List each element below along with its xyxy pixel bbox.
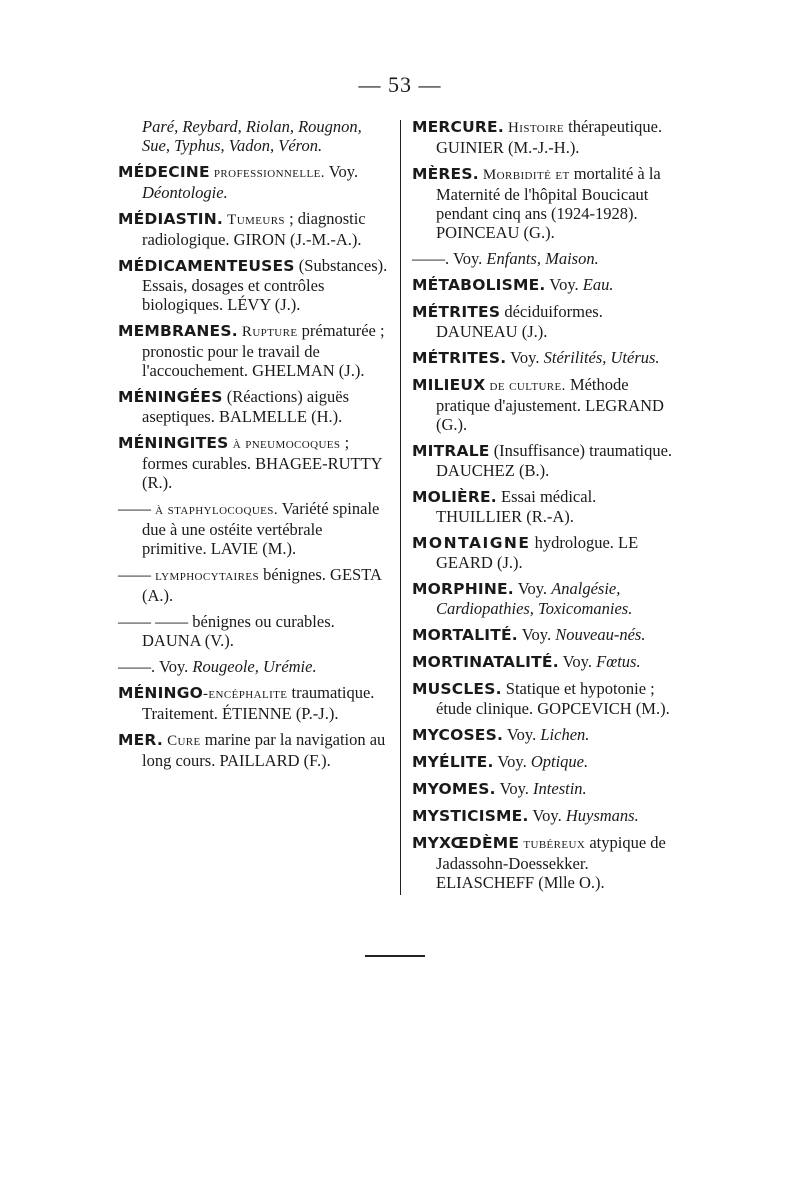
entry-body: Voy. [324,162,359,181]
entry-headword: MÉTRITES [412,303,501,321]
entry-body: atypique de Jadassohn-Doessekker. ELIASCHEFF (Mlle O.). [436,833,666,892]
entry-body: Voy. [545,275,583,294]
entry-body: traumatique. Traitement. ÉTIENNE (P.-J.). [142,683,375,723]
index-entry [412,833,684,892]
entry-body: Voy. [493,752,531,771]
entry-continuation: Paré, Reybard, Riolan, Rougnon, Sue, Typhus, Vadon, Véron. [142,117,362,155]
entry-subheading: Histoire [508,120,565,136]
entry-reference: Intestin. [533,779,587,798]
entry-headword: MÉDECINE [118,163,210,181]
entry-body: déciduiformes. DAUNEAU (J.). [436,302,603,341]
left-column [118,117,390,777]
index-entry [412,375,684,434]
entry-body: ; diagnostic radiologique. GIRON (J.-M.-A.). [142,209,366,249]
entry-body: Voy. [503,725,541,744]
index-entry [412,779,684,799]
index-entry [118,209,390,249]
index-entry [118,730,390,770]
entry-body: Voy. [517,625,556,644]
entry-subheading: -encéphalite [203,686,288,702]
entry-subheading: Rupture [241,324,298,340]
entry-subheading: de culture. [485,378,566,394]
entry-subheading: lymphocytaires [151,568,259,584]
index-entry [118,683,390,723]
index-entry [118,612,390,650]
entry-subheading: à staphylocoques. [151,502,278,518]
entry-reference: Nouveau-nés. [555,625,646,644]
entry-body: Voy. [495,779,534,798]
entry-body: mortalité à la Maternité de l'hôpital Boucicaut pendant cinq ans (1924-1928). POINCEAU (G.). [436,164,661,242]
entry-body: Voy. [449,249,487,268]
index-entry [412,302,684,341]
index-entry [412,679,684,718]
entry-headword: MYSTICISME. [412,807,529,825]
entry-body: Méthode pratique d'ajustement. LEGRAND (G.). [436,375,664,434]
entry-headword: MORTINATALITÉ. [412,653,559,671]
index-entry [118,321,390,380]
index-entry [412,164,684,242]
entry-body: bénignes. GESTA (A.). [142,565,381,605]
entry-reference: Fœtus. [596,652,641,671]
entry-headword: MER. [118,731,163,749]
entry-headword: MÉNINGITES [118,434,229,452]
entry-reference: Déontologie. [142,183,228,202]
entry-headword: MEMBRANES. [118,322,238,340]
index-entry [412,652,684,672]
entry-subheading: professionnelle. [213,165,325,181]
entry-headword: MITRALE [412,442,490,460]
entry-body: Voy. [558,652,597,671]
entry-headword: MÉNINGO [118,684,204,702]
index-entry [412,806,684,826]
page-number: — 53 — [358,72,442,97]
entry-body: (Substances). Essais, dosages et contrôles biologiques. LÉVY (J.). [142,256,388,314]
entry-body: Voy. [506,348,544,367]
entry-reference: Stérilités, Utérus. [543,348,660,367]
index-entry [412,348,684,368]
entry-body: thérapeutique. GUINIER (M.-J.-H.). [436,117,663,157]
entry-subheading: Morbidité et [482,167,570,183]
entry-dash: —— —— [118,612,189,631]
entry-dash: ——. [118,657,156,676]
entry-headword: MILIEUX [412,376,486,394]
entry-body: prématurée ; pronostic pour le travail de l'accouchement. GHELMAN (J.). [142,321,385,380]
entry-headword: MÉTABOLISME. [412,276,546,294]
entry-body: (Réactions) aiguës aseptiques. BALMELLE (H.). [142,387,350,426]
index-entry [412,533,684,572]
entry-dash: —— [118,499,151,518]
index-entry [118,117,390,155]
entry-body: bénignes ou curables. DAUNA (V.). [142,612,335,650]
column-divider [400,120,401,895]
entry-reference: Rougeole, Urémie. [192,657,317,676]
entry-body: hydrologue. LE GEARD (J.). [436,533,639,572]
entry-body: Voy. [155,657,193,676]
entry-headword: MÉDIASTIN. [118,210,224,228]
entry-headword: MUSCLES. [412,680,502,698]
entry-reference: Huysmans. [565,806,639,825]
entry-reference: Lichen. [540,725,590,744]
index-entry [118,565,390,605]
entry-headword: MÈRES. [412,165,479,183]
entry-headword: MORTALITÉ. [412,626,518,644]
entry-body: Statique et hypotonie ; étude clinique. GOPCEVICH (M.). [436,679,670,718]
entry-subheading: tubéreux [519,836,586,852]
entry-subheading: à pneumocoques [228,436,341,452]
entry-headword: MYOMES. [412,780,496,798]
entry-headword: MONTAIGNE [412,534,531,552]
index-entry [118,433,390,492]
entry-headword: MERCURE. [412,118,504,136]
index-entry [118,162,390,202]
right-column [412,117,684,899]
index-entry [118,657,390,676]
entry-subheading: Cure [167,733,201,749]
bottom-rule [365,955,425,957]
entry-body: ; formes curables. BHAGEE-RUTTY (R.). [142,433,382,492]
index-entry [412,249,684,268]
index-entry [412,579,684,618]
index-entry [412,725,684,745]
entry-headword: MÉDICAMENTEUSES [118,257,295,275]
entry-body: Variété spinale due à une ostéite vertébrale primitive. LAVIE (M.). [142,499,380,558]
entry-reference: Enfants, Maison. [486,249,599,268]
index-entry [412,487,684,526]
index-entry [118,387,390,426]
entry-body: Voy. [528,806,566,825]
index-entry [412,752,684,772]
entry-headword: MOLIÈRE. [412,488,497,506]
entry-dash: ——. [412,249,450,268]
index-entry [412,275,684,295]
entry-headword: MÉNINGÉES [118,388,223,406]
entry-headword: MYCOSES. [412,726,504,744]
entry-headword: MYÉLITE. [412,753,494,771]
entry-subheading: Tumeurs [227,212,285,228]
index-entry [118,499,390,558]
entry-headword: MORPHINE. [412,580,514,598]
entry-body: marine par la navigation au long cours. PAILLARD (F.). [142,730,386,770]
index-entry [412,625,684,645]
entry-headword: MÉTRITES. [412,349,507,367]
entry-body: Voy. [513,579,552,598]
entry-dash: —— [118,565,151,584]
entry-reference: Optique. [530,752,589,771]
entry-body: (Insuffisance) traumatique. DAUCHEZ (B.). [436,441,673,480]
entry-body: Essai médical. THUILLIER (R.-A). [436,487,597,526]
entry-reference: Eau. [582,275,614,294]
entry-headword: MYXŒDÈME [412,834,520,852]
index-entry [118,256,390,314]
index-entry [412,441,684,480]
index-entry [412,117,684,157]
entry-reference: Analgésie, Cardiopathies, Toxicomanies. [436,579,633,618]
